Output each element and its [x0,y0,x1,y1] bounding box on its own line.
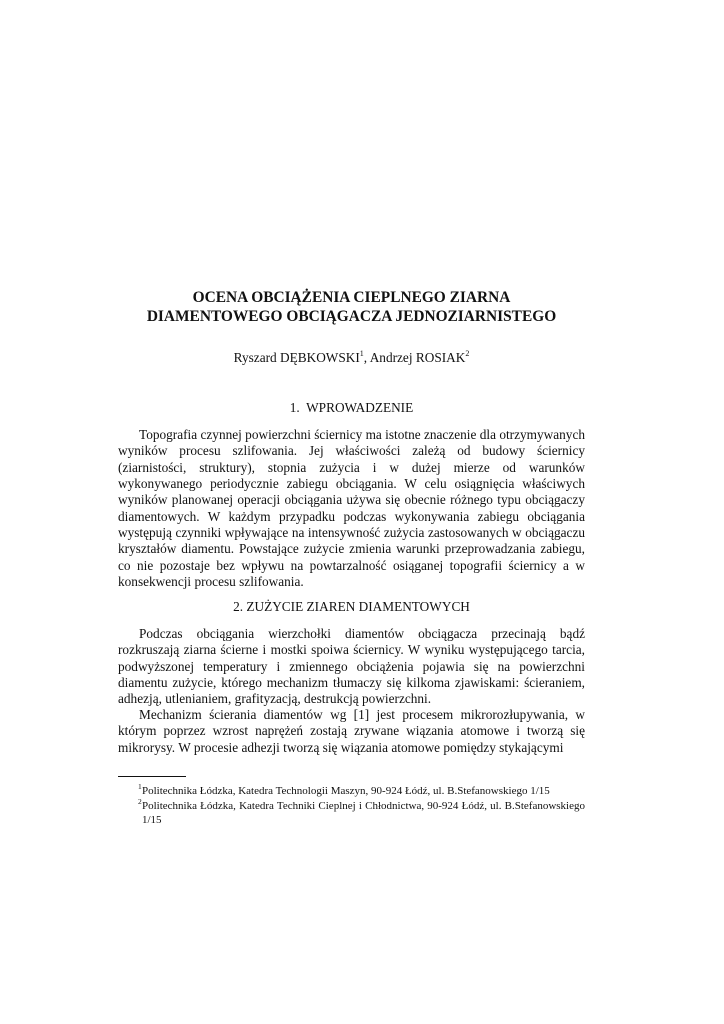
footnote-2-text: Politechnika Łódzka, Katedra Techniki Cieplnej i Chłodnictwa, 90-924 Łódź, ul. B.Stefanowskiego 1/15 [142,800,585,826]
footnote-2-mark: 2 [138,797,142,806]
author-2-footnote-mark: 2 [465,349,470,358]
author-2: Andrzej ROSIAK [369,350,466,365]
author-1-footnote-mark: 1 [359,349,364,358]
paragraph-dressing-mechanism: Podczas obciągania wierzchołki diamentów obciągacza przecinają bądź rozkruszają ziarna ścierne i mostki spoiwa ściernicy. W wyniku występującego tarcia, podwyższonej temperatury i zmiennego obciążenia pojawia się na powierzchni diamentu zużycie, którego mechanizm tłumaczy się kilkoma zjawiskami: ścieraniem, adhezją, utlenianiem, grafityzacją, destrukcją powierzchni. [118,626,585,707]
footnote-1-mark: 1 [138,782,142,791]
author-list [118,350,585,366]
footnote-1-text: Politechnika Łódzka, Katedra Technologii Maszyn, 90-924 Łódź, ul. B.Stefanowskiego 1/15 [142,785,550,797]
paper-title [118,288,585,326]
footnote-1 [118,784,585,798]
author-1: Ryszard DĘBKOWSKI [233,350,360,365]
footnote-divider [118,776,186,777]
section-heading-introduction: 1. WPROWADZENIE [289,400,414,415]
title-line-1: OCENA OBCIĄŻENIA CIEPLNEGO ZIARNA [192,289,511,306]
footnote-2 [118,799,585,827]
author-separator: , [363,350,370,365]
section-heading-diamond-wear: 2. ZUŻYCIE ZIAREN DIAMENTOWYCH [233,599,470,614]
paragraph-introduction: Topografia czynnej powierzchni ściernicy ma istotne znaczenie dla otrzymywanych wyników procesu szlifowania. Jej właściwości zależą od budowy ściernicy (ziarnistości, struktury), stopnia zużycia i w dużej mierze od warunków wykonywanego periodycznie zabiegu obciągania. W celu osiągnięcia właściwych wyników planowanej operacji obciągania używa się obecnie różnego typu obciągaczy diamentowych. W każdym przypadku podczas wykonywania zabiegu obciągania występują czynniki wpływające na intensywność zużycia zastosowanych w obciągaczu kryształów diamentu. Powstające zużycie zmienia warunki przeprowadzania zabiegu, co nie pozostaje bez wpływu na powtarzalność osiąganej topografii ściernicy a w konsekwencji procesu szlifowania. [118,427,585,590]
title-line-2: DIAMENTOWEGO OBCIĄGACZA JEDNOZIARNISTEGO [146,308,557,325]
paragraph-abrasion-mechanism: Mechanizm ścierania diamentów wg [1] jest procesem mikrorozłupywania, w którym poprzez wzrost naprężeń zostają zrywane wiązania atomowe i tworzą się mikrorysy. W procesie adhezji tworzą się wiązania atomowe pomiędzy stykającymi [118,707,585,755]
document-page [118,0,585,1024]
